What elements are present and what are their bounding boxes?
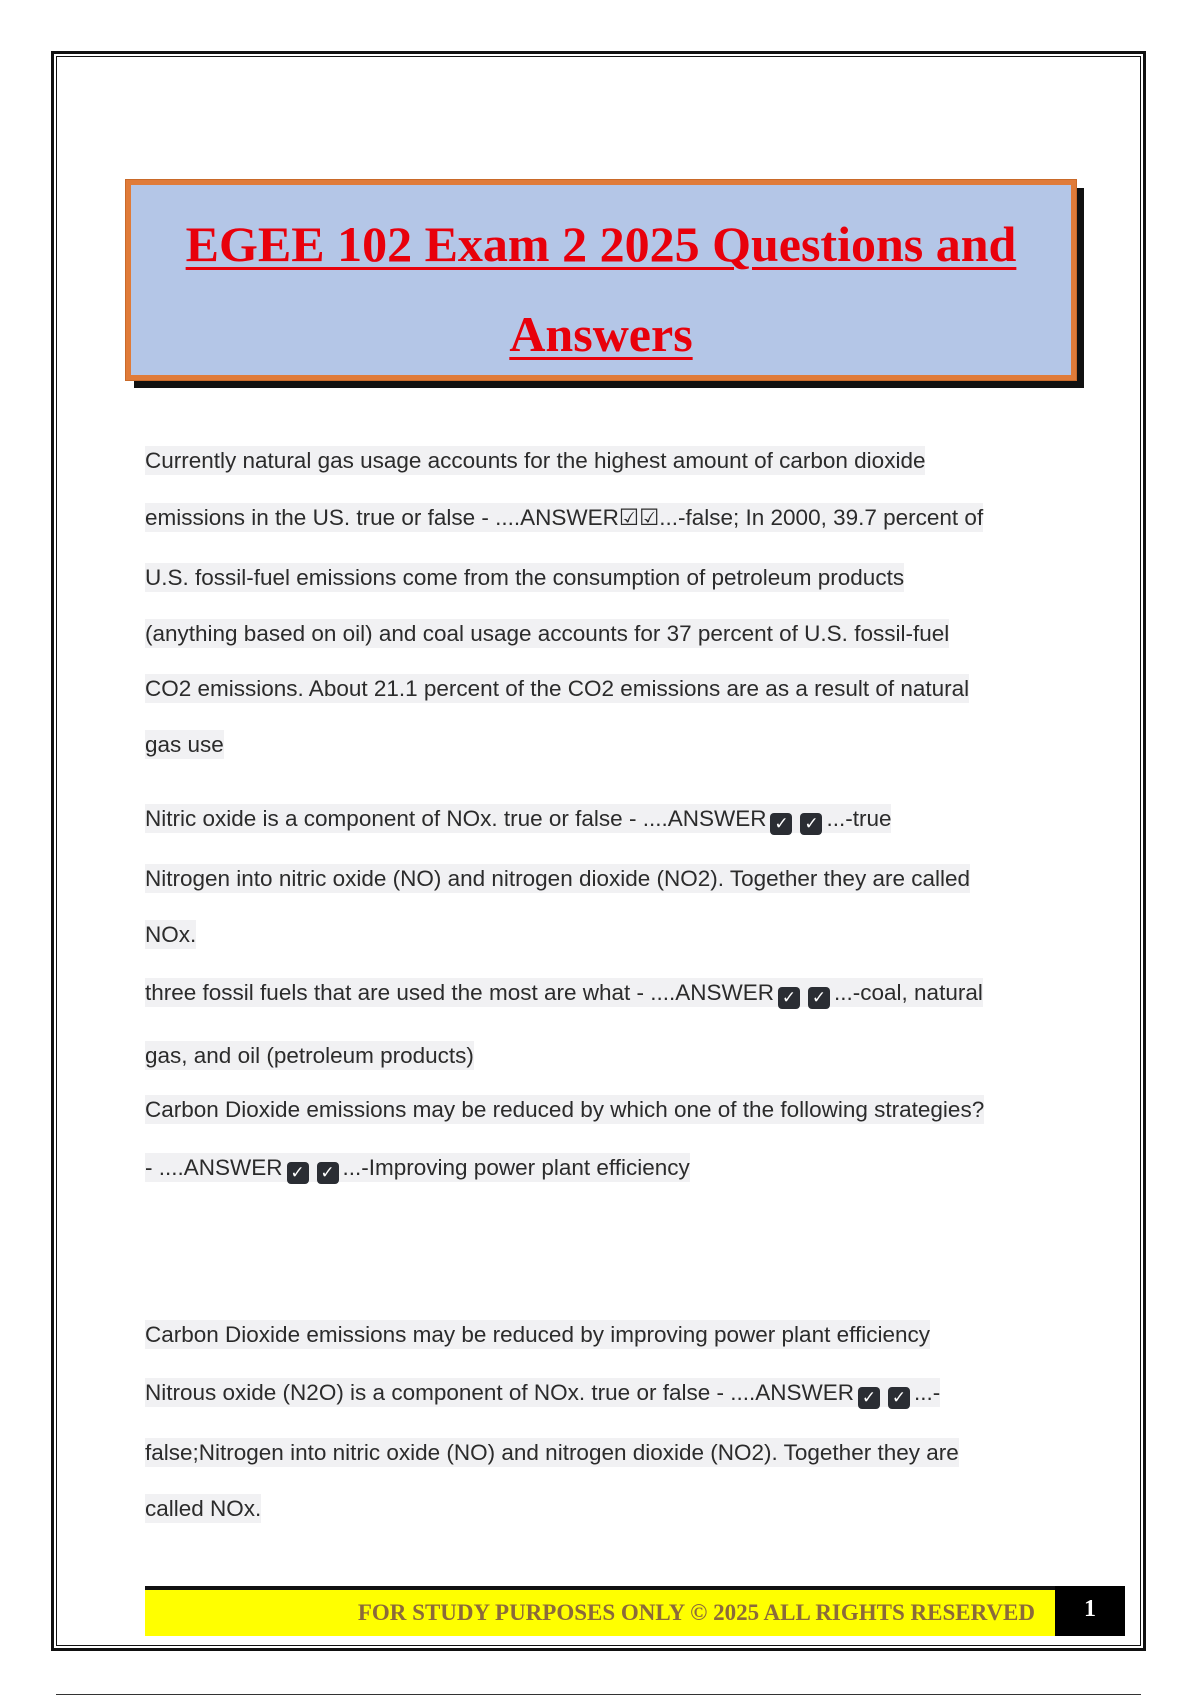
q1-line-6: gas use xyxy=(145,732,224,757)
checkbox-checked-icon: ✓ xyxy=(287,1162,309,1184)
q1-line-2: emissions in the US. true or false - ....ANSWER☑☑...-false; In 2000, 39.7 percent of xyxy=(145,505,984,530)
body-line xyxy=(145,1043,474,1069)
q1-line-5: CO2 emissions. About 21.1 percent of the CO2 emissions are as a result of natural xyxy=(145,676,970,701)
checkbox-checked-icon: ✓ xyxy=(888,1387,910,1409)
checkbox-checked-icon: ✓ xyxy=(808,987,830,1009)
footer-text: FOR STUDY PURPOSES ONLY © 2025 ALL RIGHTS RESERVED xyxy=(357,1600,1035,1625)
checkbox-checked-icon: ✓ xyxy=(770,813,792,835)
document-title-line-1: EGEE 102 Exam 2 2025 Questions and xyxy=(185,216,1017,272)
body-line xyxy=(145,1440,959,1466)
body-line xyxy=(145,448,925,474)
q2-line-3: NOx. xyxy=(145,922,197,947)
body-line xyxy=(145,505,983,531)
q2-answer-line xyxy=(145,806,891,835)
bottom-rule xyxy=(56,1694,1141,1695)
body-line xyxy=(145,621,949,647)
note-line: Carbon Dioxide emissions may be reduced by improving power plant efficiency xyxy=(145,1322,930,1347)
body-line xyxy=(145,732,224,758)
checkbox-checked-icon: ✓ xyxy=(858,1387,880,1409)
q3-line-2: gas, and oil (petroleum products) xyxy=(145,1043,474,1068)
q5-line-2: false;Nitrogen into nitric oxide (NO) and nitrogen dioxide (NO2). Together they are xyxy=(145,1440,959,1465)
q4-line-1: Carbon Dioxide emissions may be reduced by which one of the following strategies? xyxy=(145,1097,985,1122)
q4-answer-text: ...-Improving power plant efficiency xyxy=(342,1155,690,1180)
body-line xyxy=(145,1322,930,1348)
q2-line-2: Nitrogen into nitric oxide (NO) and nitrogen dioxide (NO2). Together they are called xyxy=(145,866,971,891)
q5-question-text: Nitrous oxide (N2O) is a component of NOx. true or false - ....ANSWER xyxy=(145,1380,854,1405)
checkbox-checked-icon: ✓ xyxy=(317,1162,339,1184)
body-line xyxy=(145,922,196,948)
q3-answer-text: ...-coal, natural xyxy=(834,980,983,1005)
q1-line-4: (anything based on oil) and coal usage accounts for 37 percent of U.S. fossil-fuel xyxy=(145,621,950,646)
q2-question-text: Nitric oxide is a component of NOx. true or false - ....ANSWER xyxy=(145,806,767,831)
q4-answer-line xyxy=(145,1155,690,1184)
document-title-line-2: Answers xyxy=(509,306,693,362)
q1-line-3: U.S. fossil-fuel emissions come from the consumption of petroleum products xyxy=(145,565,905,590)
q5-line-3: called NOx. xyxy=(145,1496,262,1521)
q5-answer-text: ...- xyxy=(913,1380,941,1405)
checkbox-checked-icon: ✓ xyxy=(778,987,800,1009)
q4-answer-prefix: - ....ANSWER xyxy=(145,1155,283,1180)
body-line xyxy=(145,676,969,702)
q3-answer-line xyxy=(145,980,983,1009)
q3-question-text: three fossil fuels that are used the most are what - ....ANSWER xyxy=(145,980,775,1005)
q5-answer-line xyxy=(145,1380,940,1409)
page-number: 1 xyxy=(1055,1586,1125,1636)
footer-bar xyxy=(145,1586,1055,1636)
title-box xyxy=(126,180,1076,380)
body-line xyxy=(145,1097,984,1123)
checkbox-checked-icon: ✓ xyxy=(800,813,822,835)
body-line xyxy=(145,1496,261,1522)
q2-answer-text: ...-true xyxy=(826,806,892,831)
body-line xyxy=(145,866,970,892)
body-line xyxy=(145,565,904,591)
q1-line-1: Currently natural gas usage accounts for the highest amount of carbon dioxide xyxy=(145,448,926,473)
